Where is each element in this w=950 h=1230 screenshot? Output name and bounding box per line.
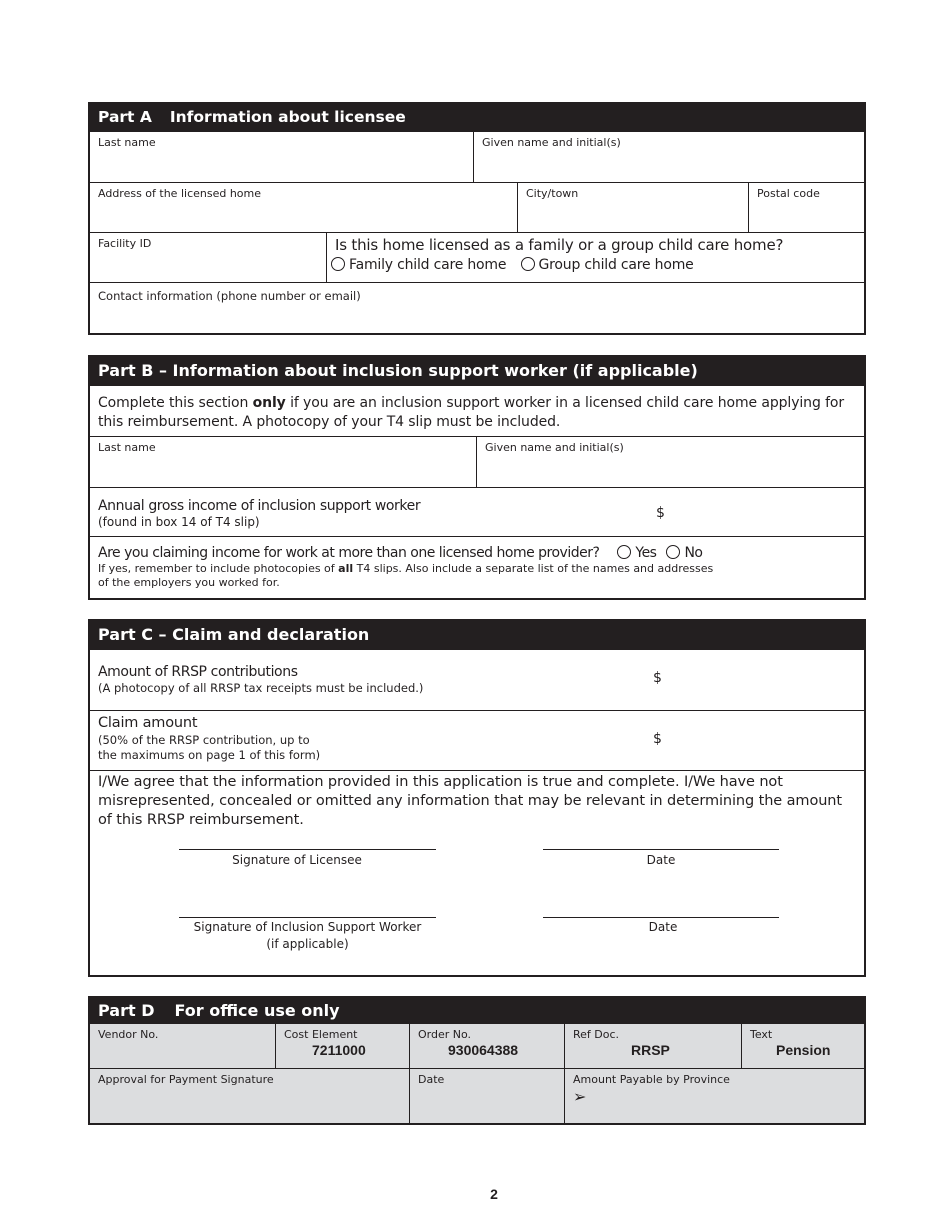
- part-d-section: [88, 996, 866, 1125]
- part-c-box: [88, 650, 866, 977]
- rrsp-currency: $: [653, 670, 662, 686]
- worker-signature-label: Signature of Inclusion Support Worker (if applicable): [193, 920, 422, 951]
- licensed-home-address-field[interactable]: Address of the licensed home: [98, 187, 262, 200]
- part-b-section: [88, 355, 866, 600]
- cost-element-field[interactable]: Cost Element 7211000: [275, 1024, 409, 1068]
- amount-payable-field[interactable]: Amount Payable by Province ➢: [564, 1069, 864, 1123]
- facility-id-field[interactable]: Facility ID: [98, 237, 152, 250]
- licensee-signature-label: Signature of Licensee: [232, 853, 362, 867]
- part-d-header: Part D For office use only: [88, 996, 866, 1024]
- part-d-box: [88, 1024, 866, 1125]
- part-a-header: Part A Information about licensee: [88, 102, 866, 132]
- date-line-1[interactable]: [543, 849, 779, 850]
- worker-signature-line[interactable]: [179, 917, 436, 918]
- part-b-intro: Complete this section only if you are an inclusion support worker in a licensed child care home applying for this reimbursement. A photocopy of your T4 slip must be included.: [98, 395, 845, 430]
- worker-given-name-field[interactable]: Given name and initial(s): [476, 437, 864, 487]
- city-town-field[interactable]: City/town: [517, 183, 748, 232]
- contact-info-field[interactable]: Contact information (phone number or email): [98, 289, 361, 303]
- yes-option[interactable]: Yes: [617, 545, 656, 561]
- part-b-header: Part B – Information about inclusion support worker (if applicable): [88, 355, 866, 386]
- office-date-field[interactable]: Date: [409, 1069, 564, 1123]
- home-type-question: Is this home licensed as a family or a group child care home? Family child care home Group child care home: [326, 233, 864, 282]
- postal-code-field[interactable]: Postal code: [748, 183, 864, 232]
- ref-doc-field[interactable]: Ref Doc. RRSP: [564, 1024, 741, 1068]
- income-currency: $: [656, 505, 665, 521]
- annual-income-field[interactable]: Annual gross income of inclusion support worker (found in box 14 of T4 slip) $: [98, 498, 665, 529]
- licensee-given-name-field[interactable]: Given name and initial(s): [473, 132, 864, 182]
- declaration-text: I/We agree that the information provided in this application is true and complete. I/We have not misrepresented, concealed or omitted any information that may be relevant in determining the amount of this RRSP reimbursement.: [98, 774, 842, 828]
- no-radio-icon[interactable]: [666, 545, 680, 559]
- multi-note: If yes, remember to include photocopies of all T4 slips. Also include a separate list of the names and addresses of the employers you worked for.: [98, 562, 714, 589]
- licensee-last-name-field[interactable]: Last name: [98, 136, 156, 149]
- yes-radio-icon[interactable]: [617, 545, 631, 559]
- part-a-section: [88, 102, 866, 335]
- date-label-2: Date: [648, 920, 678, 934]
- family-child-care-option[interactable]: Family child care home: [331, 257, 511, 273]
- part-a-box: [88, 132, 866, 335]
- order-no-field[interactable]: Order No. 930064388: [409, 1024, 564, 1068]
- claim-currency: $: [653, 731, 662, 747]
- claim-amount-field[interactable]: Claim amount (50% of the RRSP contribution, up to the maximums on page 1 of this form) $: [98, 715, 662, 762]
- rrsp-amount-field[interactable]: Amount of RRSP contributions (A photocopy of all RRSP tax receipts must be included.) $: [98, 664, 662, 695]
- multiple-providers-question: Are you claiming income for work at more than one licensed home provider? Yes No If yes, remember to include photocopies of all T4 slips. Also include a separate list of the names and addresses of the employers you worked for.: [90, 537, 864, 598]
- arrow-icon: ➢: [573, 1087, 587, 1106]
- page-number: 2: [490, 1186, 498, 1202]
- part-c-section: [88, 619, 866, 977]
- part-c-header: Part C – Claim and declaration: [88, 619, 866, 650]
- date-label-1: Date: [646, 853, 676, 867]
- text-field[interactable]: Text Pension: [741, 1024, 864, 1068]
- group-radio-icon[interactable]: [521, 257, 535, 271]
- group-child-care-option[interactable]: Group child care home: [521, 257, 694, 273]
- part-b-box: [88, 386, 866, 600]
- family-radio-icon[interactable]: [331, 257, 345, 271]
- no-option[interactable]: No: [666, 545, 702, 561]
- vendor-no-field[interactable]: Vendor No.: [98, 1028, 159, 1041]
- approval-signature-field[interactable]: Approval for Payment Signature: [98, 1073, 274, 1086]
- worker-last-name-field[interactable]: Last name: [98, 441, 156, 454]
- date-line-2[interactable]: [543, 917, 779, 918]
- licensee-signature-line[interactable]: [179, 849, 436, 850]
